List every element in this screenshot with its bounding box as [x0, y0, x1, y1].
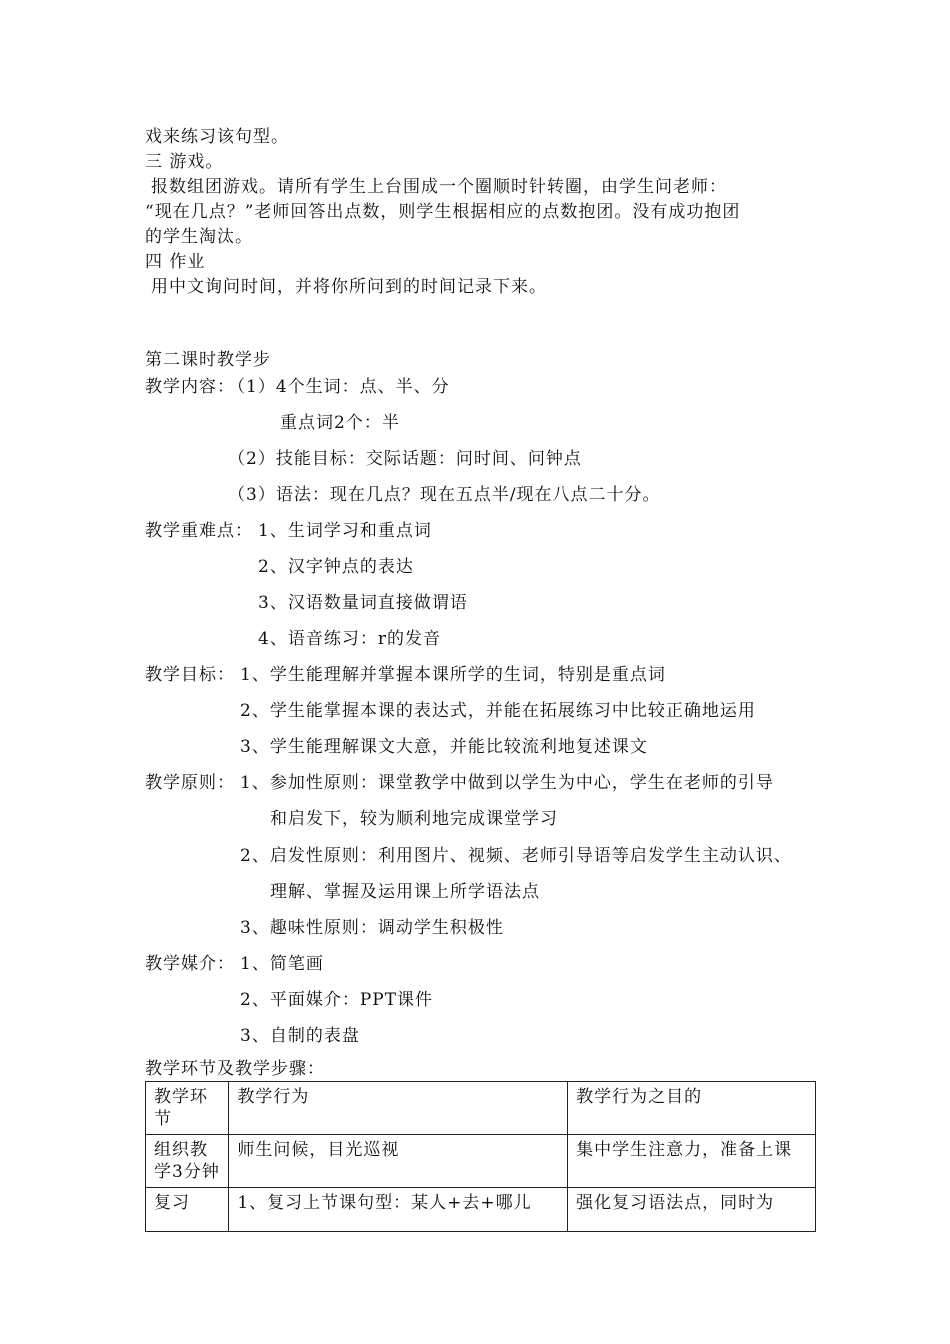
principle-item: 1、参加性原则：课堂教学中做到以学生为中心，学生在老师的引导	[240, 773, 774, 793]
table-row	[146, 1188, 816, 1232]
table-cell: 师生问候，目光巡视	[229, 1135, 568, 1188]
game-paragraph-line: “现在几点？”老师回答出点数，则学生根据相应的点数抱团。没有成功抱团	[145, 202, 741, 222]
header-cell-purpose: 教学行为之目的	[568, 1082, 816, 1135]
table-header-row	[146, 1082, 816, 1135]
header-cell-stage: 教学环节	[146, 1082, 229, 1135]
media-item: 3、自制的表盘	[240, 1026, 360, 1046]
content-item: （2）技能目标：交际话题：问时间、问钟点	[228, 449, 582, 469]
table-cell: 1、复习上节课句型：某人+去+哪儿	[229, 1188, 568, 1232]
steps-title: 教学环节及教学步骤：	[145, 1059, 325, 1079]
difficulties-label: 教学重难点：	[145, 521, 253, 541]
goal-item: 3、学生能理解课文大意，并能比较流利地复述课文	[240, 737, 648, 757]
content-sub-item: 重点词2个：半	[280, 413, 400, 433]
goal-item: 1、学生能理解并掌握本课所学的生词，特别是重点词	[240, 665, 666, 685]
content-item: （1）4个生词：点、半、分	[228, 377, 450, 397]
game-paragraph-line: 报数组团游戏。请所有学生上台围成一个圈顺时针转圈，由学生问老师：	[151, 177, 727, 197]
intro-line: 戏来练习该句型。	[145, 127, 289, 147]
media-item: 1、简笔画	[240, 954, 324, 974]
table-cell: 组织教学3分钟	[146, 1135, 229, 1188]
table-cell: 集中学生注意力，准备上课	[568, 1135, 816, 1188]
table-cell: 复习	[146, 1188, 229, 1232]
difficulty-item: 2、汉字钟点的表达	[258, 557, 414, 577]
content-label: 教学内容：	[145, 377, 235, 397]
homework-heading: 四 作业	[145, 252, 206, 272]
goals-label: 教学目标：	[145, 665, 235, 685]
principle-item: 2、启发性原则：利用图片、视频、老师引导语等启发学生主动认识、	[240, 846, 792, 866]
difficulty-item: 1、生词学习和重点词	[258, 521, 432, 541]
game-paragraph-line: 的学生淘汰。	[145, 227, 253, 247]
media-label: 教学媒介：	[145, 954, 235, 974]
table-cell: 强化复习语法点，同时为	[568, 1188, 816, 1232]
principle-item: 3、趣味性原则：调动学生积极性	[240, 918, 504, 938]
principle-item-continued: 和启发下，较为顺利地完成课堂学习	[270, 809, 558, 829]
teaching-steps-table	[145, 1081, 816, 1232]
difficulty-item: 4、语音练习：r的发音	[258, 629, 441, 649]
table-row	[146, 1135, 816, 1188]
media-item: 2、平面媒介：PPT课件	[240, 990, 434, 1010]
game-heading: 三 游戏。	[145, 152, 224, 172]
lesson-title: 第二课时教学步	[145, 350, 271, 370]
goal-item: 2、学生能掌握本课的表达式，并能在拓展练习中比较正确地运用	[240, 701, 756, 721]
homework-line: 用中文询问时间，并将你所问到的时间记录下来。	[151, 277, 547, 297]
principle-item-continued: 理解、掌握及运用课上所学语法点	[270, 882, 540, 902]
content-item: （3）语法：现在几点？现在五点半/现在八点二十分。	[228, 485, 661, 505]
header-cell-action: 教学行为	[229, 1082, 568, 1135]
principles-label: 教学原则：	[145, 773, 235, 793]
difficulty-item: 3、汉语数量词直接做谓语	[258, 593, 468, 613]
